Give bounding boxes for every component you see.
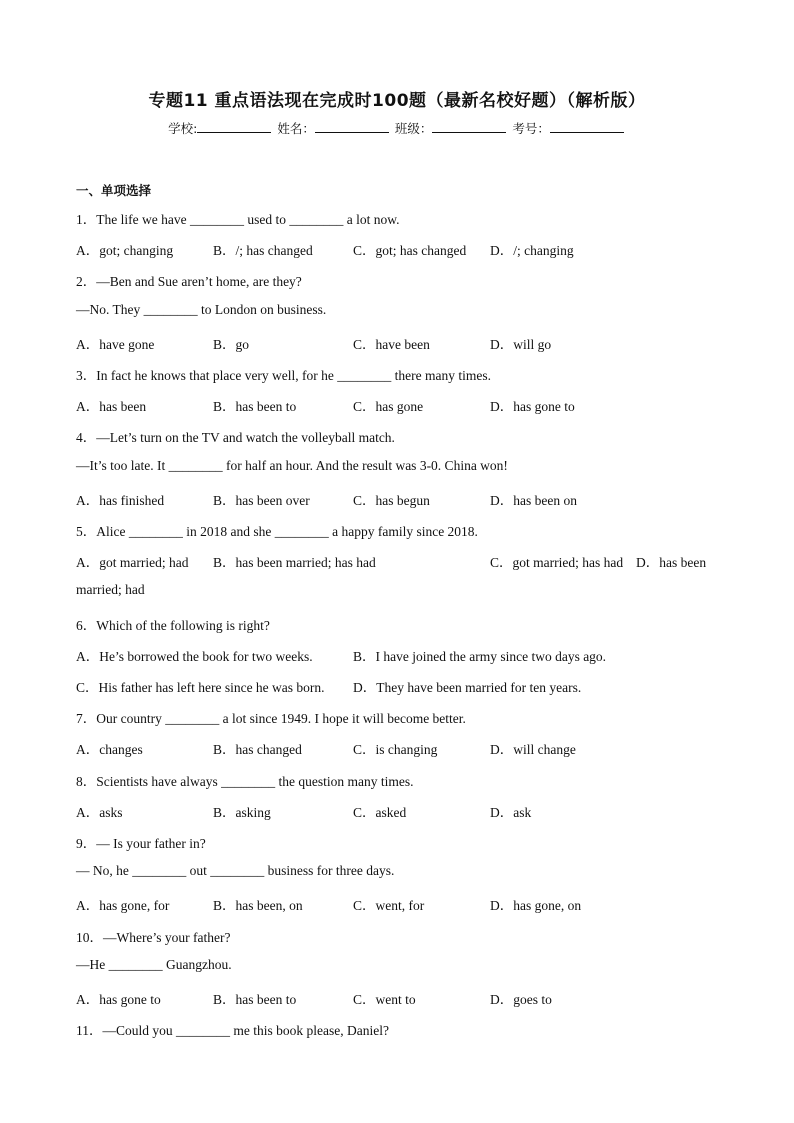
q8-option-b: B．asking xyxy=(213,805,271,820)
question-6: 6．Which of the following is right? xyxy=(76,618,270,633)
q2-option-c: C．have been xyxy=(353,337,430,352)
q8-option-a: A．asks xyxy=(76,805,123,820)
q6-option-b: B．I have joined the army since two days ago. xyxy=(353,649,607,664)
q10-option-a: A．has gone to xyxy=(76,992,161,1007)
q7-option-a: A．changes xyxy=(76,742,143,757)
question-2: 2．—Ben and Sue aren’t home, are they? xyxy=(76,274,302,289)
section-heading: 一、单项选择 xyxy=(76,183,152,198)
name-blank xyxy=(315,120,389,133)
q4-option-c: C．has begun xyxy=(353,493,430,508)
question-11: 11．—Could you ________ me this book please, Daniel? xyxy=(76,1023,389,1038)
q1-option-b: B．/; has changed xyxy=(213,243,313,258)
q4-option-d: D．has been on xyxy=(490,493,577,508)
school-label: 学校: xyxy=(168,121,198,136)
q4-option-b: B．has been over xyxy=(213,493,310,508)
q10-option-c: C．went to xyxy=(353,992,416,1007)
question-9: 9．— Is your father in? xyxy=(76,836,206,851)
q6-option-d: D．They have been married for ten years. xyxy=(353,680,582,695)
class-blank xyxy=(432,120,506,133)
q3-option-b: B．has been to xyxy=(213,399,297,414)
question-10: 10．—Where’s your father? xyxy=(76,930,231,945)
q4-option-a: A．has finished xyxy=(76,493,165,508)
q3-option-c: C．has gone xyxy=(353,399,424,414)
exam-number-blank xyxy=(550,120,624,133)
question-10-reply: —He ________ Guangzhou. xyxy=(76,957,232,972)
question-4: 4．—Let’s turn on the TV and watch the volleyball match. xyxy=(76,430,395,445)
q5-option-a: A．got married; had xyxy=(76,555,189,570)
q9-option-a: A．has gone, for xyxy=(76,898,170,913)
q5-option-d-continued: married; had xyxy=(76,582,145,597)
q3-option-a: A．has been xyxy=(76,399,147,414)
name-label: 姓名： xyxy=(277,121,315,136)
q1-option-c: C．got; has changed xyxy=(353,243,467,258)
question-5: 5．Alice ________ in 2018 and she ________ a happy family since 2018. xyxy=(76,524,478,539)
question-1: 1．The life we have ________ used to ________ a lot now. xyxy=(76,212,400,227)
class-label: 班级： xyxy=(394,121,433,136)
question-7: 7．Our country ________ a lot since 1949. I hope it will become better. xyxy=(76,711,466,726)
q6-option-a: A．He’s borrowed the book for two weeks. xyxy=(76,649,313,664)
q1-option-a: A．got; changing xyxy=(76,243,174,258)
question-8: 8．Scientists have always ________ the question many times. xyxy=(76,774,414,789)
q7-option-d: D．will change xyxy=(490,742,576,757)
q2-option-d: D．will go xyxy=(490,337,552,352)
q1-option-d: D．/; changing xyxy=(490,243,574,258)
q9-option-d: D．has gone, on xyxy=(490,898,582,913)
q9-option-b: B．has been, on xyxy=(213,898,303,913)
exam-number-label: 考号： xyxy=(512,121,550,136)
question-3: 3．In fact he knows that place very well, for he ________ there many times. xyxy=(76,368,491,383)
q3-option-d: D．has gone to xyxy=(490,399,575,414)
question-9-reply: — No, he ________ out ________ business for three days. xyxy=(76,863,395,878)
q9-option-c: C．went, for xyxy=(353,898,425,913)
student-info-line xyxy=(0,119,794,137)
q7-option-c: C．is changing xyxy=(353,742,438,757)
q2-option-a: A．have gone xyxy=(76,337,155,352)
q5-option-b: B．has been married; has had xyxy=(213,555,376,570)
q8-option-c: C．asked xyxy=(353,805,407,820)
q6-option-c: C．His father has left here since he was born. xyxy=(76,680,325,695)
q8-option-d: D．ask xyxy=(490,805,532,820)
q2-option-b: B．go xyxy=(213,337,250,352)
question-2-reply: —No. They ________ to London on business. xyxy=(76,302,327,317)
school-blank xyxy=(197,120,271,133)
q10-option-b: B．has been to xyxy=(213,992,297,1007)
q7-option-b: B．has changed xyxy=(213,742,302,757)
q5-option-c: C．got married; has had xyxy=(490,555,624,570)
document-title: 专题11 重点语法现在完成时100题（最新名校好题）（解析版） xyxy=(148,91,646,111)
question-4-reply: —It’s too late. It ________ for half an hour. And the result was 3-0. China won! xyxy=(76,458,508,473)
q10-option-d: D．goes to xyxy=(490,992,552,1007)
q5-option-d: D．has been xyxy=(636,555,707,570)
